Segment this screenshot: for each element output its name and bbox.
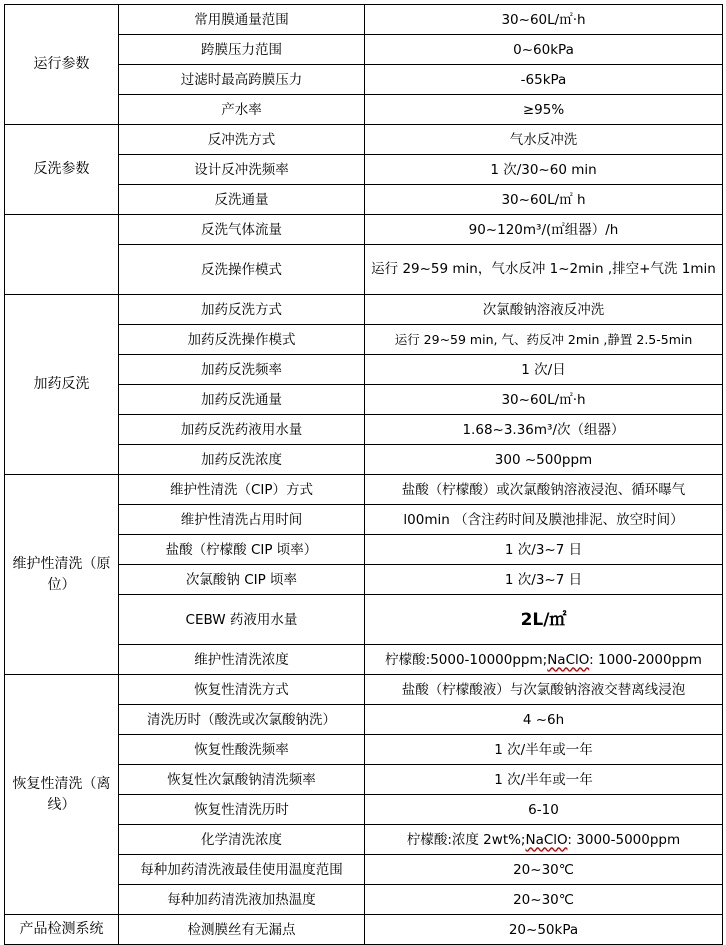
param-cell: 加药反洗频率 (119, 355, 365, 385)
value-cell: 1 次/30~60 min (365, 155, 723, 185)
value-cell (365, 645, 723, 675)
param-cell: 设计反冲洗频率 (119, 155, 365, 185)
category-cell: 加药反洗 (5, 295, 119, 475)
value-cell: 1 次/半年或一年 (365, 735, 723, 765)
value-cell: 运行 29~59 min, 气、药反冲 2min ,静置 2.5-5min (365, 325, 723, 355)
value-cell: 1.68~3.36m³/次（组器） (365, 415, 723, 445)
value-cell: 20~30℃ (365, 885, 723, 915)
param-cell: 维护性清洗占用时间 (119, 505, 365, 535)
table-row (5, 675, 723, 705)
value-cell (365, 825, 723, 855)
value-cell: 90~120m³/(㎡组器）/h (365, 215, 723, 245)
param-cell: 加药反洗浓度 (119, 445, 365, 475)
category-cell: 反洗参数 (5, 125, 119, 215)
value-cell: 运行 29~59 min，气水反冲 1~2min ,排空+气洗 1min (365, 245, 723, 295)
param-cell: 检测膜丝有无漏点 (119, 915, 365, 945)
param-cell: 过滤时最高跨膜压力 (119, 65, 365, 95)
param-cell: 加药反洗通量 (119, 385, 365, 415)
param-cell: 反冲洗方式 (119, 125, 365, 155)
param-cell: 恢复性次氯酸钠清洗频率 (119, 765, 365, 795)
table-row (5, 5, 723, 35)
table-row (5, 215, 723, 245)
param-cell: 恢复性清洗方式 (119, 675, 365, 705)
category-cell: 维护性清洗（原位） (5, 475, 119, 675)
param-cell: 加药反洗操作模式 (119, 325, 365, 355)
table-row (5, 475, 723, 505)
value-cell: 次氯酸钠溶液反冲洗 (365, 295, 723, 325)
value-cell: 1 次/3~7 日 (365, 565, 723, 595)
category-cell: 恢复性清洗（离线） (5, 675, 119, 915)
value-suffix: : 1000-2000ppm (589, 651, 702, 668)
value-cell: 2L/㎡ (365, 595, 723, 645)
category-cell: 运行参数 (5, 5, 119, 125)
param-cell: 加药反洗药液用水量 (119, 415, 365, 445)
value-cell: ≥95% (365, 95, 723, 125)
value-cell: 30~60L/㎡·h (365, 385, 723, 415)
param-cell: 反洗气体流量 (119, 215, 365, 245)
category-cell (5, 215, 119, 295)
value-cell: 6-10 (365, 795, 723, 825)
param-cell: 次氯酸钠 CIP 顷率 (119, 565, 365, 595)
param-cell: 反洗通量 (119, 185, 365, 215)
value-prefix: 柠檬酸:5000-10000ppm; (385, 651, 548, 668)
param-cell: 恢复性清洗历时 (119, 795, 365, 825)
param-cell: 维护性清洗浓度 (119, 645, 365, 675)
table-row (5, 915, 723, 945)
value-cell: 1 次/半年或一年 (365, 765, 723, 795)
param-cell: 每种加药清洗液加热温度 (119, 885, 365, 915)
table-row (5, 125, 723, 155)
param-cell: 反洗操作模式 (119, 245, 365, 295)
chemical-formula: NaClO (547, 651, 590, 668)
value-cell: -65kPa (365, 65, 723, 95)
param-cell: CEBW 药液用水量 (119, 595, 365, 645)
value-cell: 300 ~500ppm (365, 445, 723, 475)
param-cell: 恢复性酸洗频率 (119, 735, 365, 765)
param-cell: 跨膜压力范围 (119, 35, 365, 65)
param-cell: 每种加药清洗液最佳使用温度范围 (119, 855, 365, 885)
value-cell: 0~60kPa (365, 35, 723, 65)
param-cell: 化学清洗浓度 (119, 825, 365, 855)
param-cell: 盐酸（柠檬酸 CIP 顷率） (119, 535, 365, 565)
chemical-formula: NaClO (525, 831, 568, 848)
value-cell: 4 ~6h (365, 705, 723, 735)
param-cell: 常用膜通量范围 (119, 5, 365, 35)
value-cell: 30~60L/㎡ h (365, 185, 723, 215)
value-cell: 盐酸（柠檬酸）或次氯酸钠溶液浸泡、循环曝气 (365, 475, 723, 505)
value-cell: l00min （含注药时间及膜池排泥、放空时间） (365, 505, 723, 535)
value-prefix: 柠檬酸:浓度 2wt%; (406, 831, 526, 848)
value-cell: 1 次/3~7 日 (365, 535, 723, 565)
param-cell: 产水率 (119, 95, 365, 125)
value-cell: 20~50kPa (365, 915, 723, 945)
parameter-table (4, 4, 723, 945)
value-cell: 1 次/日 (365, 355, 723, 385)
param-cell: 清洗历时（酸洗或次氯酸钠洗） (119, 705, 365, 735)
value-cell: 30~60L/㎡·h (365, 5, 723, 35)
category-cell: 产品检测系统 (5, 915, 119, 945)
value-cell: 盐酸（柠檬酸液）与次氯酸钠溶液交替离线浸泡 (365, 675, 723, 705)
param-cell: 维护性清洗（CIP）方式 (119, 475, 365, 505)
table-row (5, 295, 723, 325)
value-cell: 20~30℃ (365, 855, 723, 885)
param-cell: 加药反洗方式 (119, 295, 365, 325)
value-cell: 气水反冲洗 (365, 125, 723, 155)
value-suffix: : 3000-5000ppm (567, 831, 681, 848)
